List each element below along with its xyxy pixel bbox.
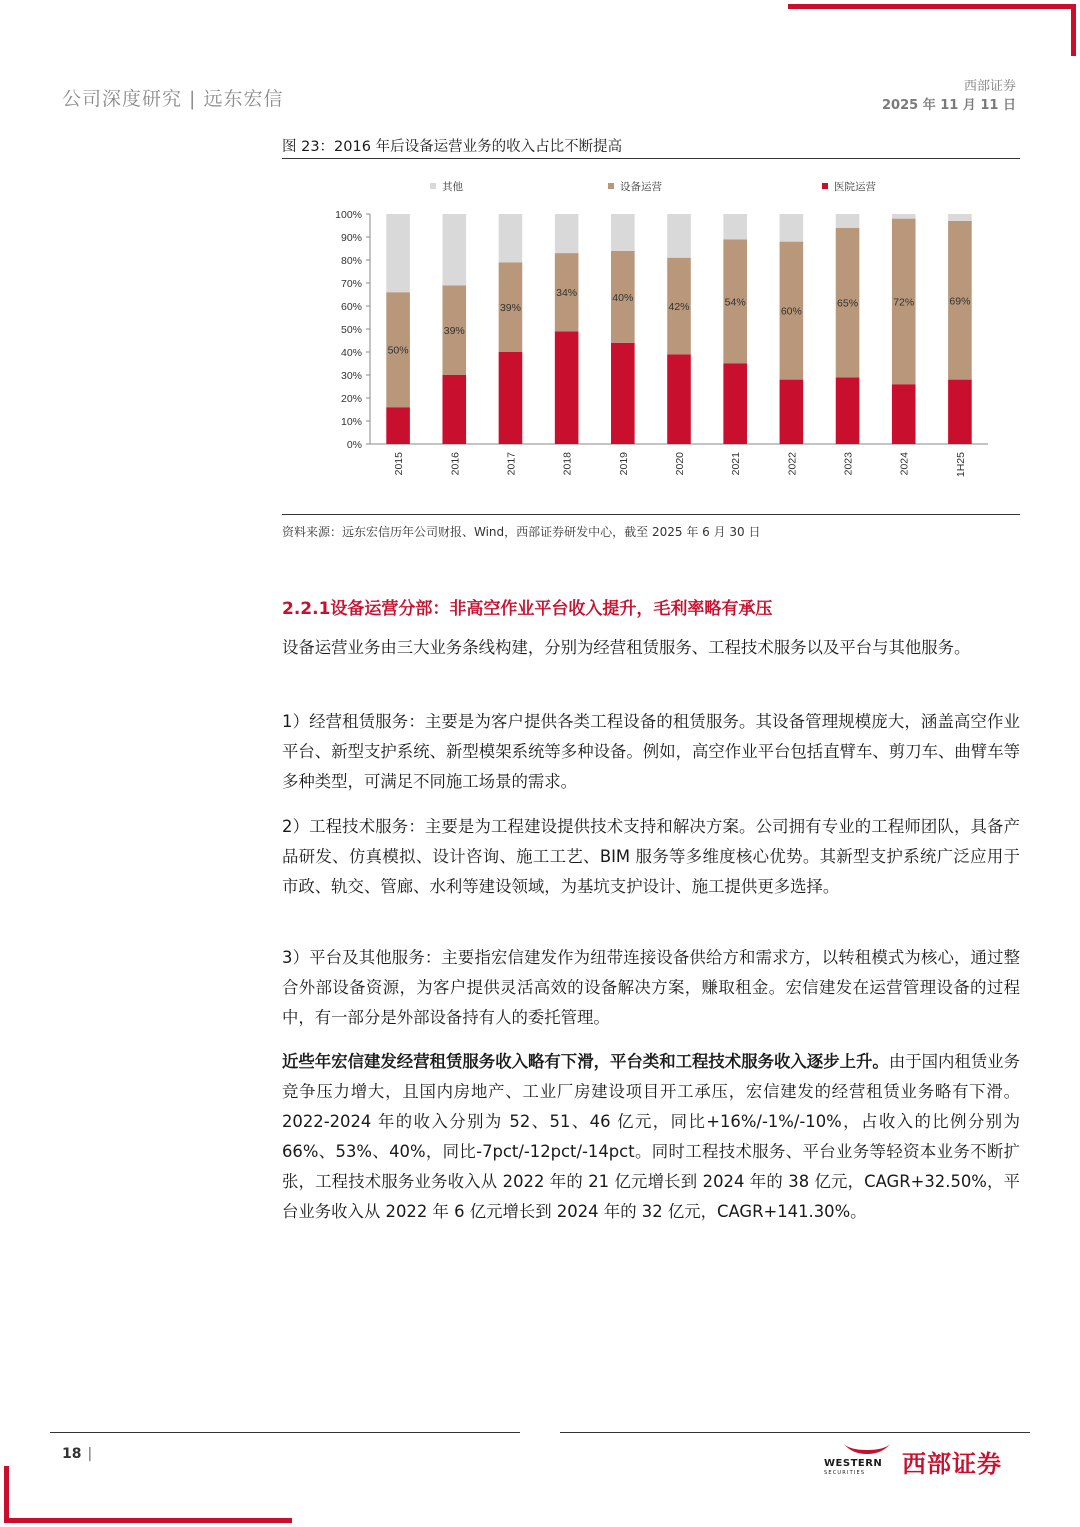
data-label: 54% xyxy=(724,296,746,309)
x-tick-label: 2024 xyxy=(898,452,911,476)
x-tick-label: 2015 xyxy=(393,452,406,476)
x-tick-label: 2023 xyxy=(842,452,855,476)
x-tick-label: 2019 xyxy=(617,452,630,476)
legend-swatch xyxy=(822,183,828,189)
data-label: 42% xyxy=(668,301,690,313)
legend-label: 其他 xyxy=(442,181,463,193)
y-tick-label: 80% xyxy=(340,255,362,267)
y-tick-label: 50% xyxy=(340,324,362,336)
footer-rule-left xyxy=(50,1432,520,1433)
x-tick-label: 1H25 xyxy=(954,452,967,478)
western-securities-logo xyxy=(824,1442,1020,1476)
paragraph-trend-body: 由于国内租赁业务竞争压力增大，且国内房地产、工业厂房建设项目开工承压，宏信建发的经营租赁业务略有下滑。2022-2024 年的收入分别为 52、51、46 亿元，同比+16%/-1%/-10%，占收入的比例分别为 66%、53%、40%，同比-7pct/-12pct/-14pct。同时工程技术服务、平台业务等轻资本业务不断扩张，工程技术服务业务收入从 2022 年的 21 亿元增长到 2024 年的 38 亿元，CAGR+32.50%，平台业务收入从 2022 年 6 亿元增长到 2024 年的 32 亿元，CAGR+141.30%。 xyxy=(282,1052,1021,1221)
data-label: 34% xyxy=(556,287,578,300)
bar-segment xyxy=(386,407,410,444)
y-tick-label: 100% xyxy=(335,209,362,221)
legend-label: 医院运营 xyxy=(834,181,876,193)
logo-english: WESTERN xyxy=(824,1458,883,1469)
corner-decoration-bottom-vertical xyxy=(4,1466,9,1523)
legend-swatch xyxy=(608,183,614,189)
bar-segment xyxy=(948,214,972,221)
bar-segment xyxy=(948,380,972,444)
paragraph-intro: 设备运营业务由三大业务条线构建，分别为经营租赁服务、工程技术服务以及平台与其他服务。 xyxy=(282,638,971,657)
figure-bottom-rule xyxy=(282,514,1020,515)
figure-source: 资料来源：远东宏信历年公司财报、Wind，西部证券研发中心，截至 2025 年 6 月 30 日 xyxy=(282,525,761,539)
bar-segment xyxy=(499,352,523,444)
bar-segment xyxy=(780,380,804,444)
page-number xyxy=(62,1446,92,1462)
page-number-value: 18 xyxy=(62,1446,82,1462)
bar-segment xyxy=(892,214,916,219)
y-tick-label: 40% xyxy=(340,347,362,359)
footer-rule-right xyxy=(560,1432,1030,1433)
paragraph-engineering: 2）工程技术服务：主要是为工程建设提供技术支持和解决方案。公司拥有专业的工程师团队，具备产品研发、仿真模拟、设计咨询、施工工艺、BIM 服务等多维度核心优势。其新型支护系统广泛应用于市政、轨交、管廊、水利等建设领域，为基坑支护设计、施工提供更多选择。 xyxy=(282,817,1020,896)
bar-segment xyxy=(667,354,691,444)
bull-horns-icon xyxy=(842,1442,892,1458)
data-label: 72% xyxy=(893,296,915,309)
y-tick-label: 60% xyxy=(340,301,362,313)
data-label: 50% xyxy=(387,344,409,357)
logo-english-sub: SECURITIES xyxy=(824,1470,866,1476)
x-tick-label: 2018 xyxy=(561,452,574,476)
chart-canvas xyxy=(282,166,1020,506)
y-tick-label: 70% xyxy=(340,278,362,290)
bar-segment xyxy=(667,214,691,258)
corner-decoration-bottom xyxy=(4,1518,292,1523)
y-tick-label: 90% xyxy=(340,232,362,244)
bar-segment xyxy=(442,375,466,444)
bar-segment xyxy=(836,214,860,228)
bar-segment xyxy=(892,384,916,444)
figure-title: 图 23：2016 年后设备运营业务的收入占比不断提高 xyxy=(282,139,623,155)
x-tick-label: 2016 xyxy=(449,452,462,476)
paragraph-trend xyxy=(282,1047,1020,1227)
data-label: 39% xyxy=(443,325,465,338)
bar-segment xyxy=(723,364,747,445)
bar-segment xyxy=(499,214,523,262)
bar-segment xyxy=(836,377,860,444)
x-tick-label: 2021 xyxy=(730,452,743,476)
header-broker: 西部证券 xyxy=(963,79,1016,94)
y-tick-label: 0% xyxy=(346,439,362,451)
bar-segment xyxy=(442,214,466,285)
paragraph-platform: 3）平台及其他服务：主要指宏信建发作为纽带连接设备供给方和需求方，以转租模式为核心，通过整合外部设备资源，为客户提供灵活高效的设备解决方案，赚取租金。宏信建发在运营管理设备的过程中，有一部分是外部设备持有人的委托管理。 xyxy=(282,948,1020,1027)
data-label: 40% xyxy=(612,291,634,304)
bar-segment xyxy=(611,214,635,251)
logo-chinese: 西部证券 xyxy=(902,1450,1002,1478)
section-heading: 2.2.1设备运营分部：非高空作业平台收入提升，毛利率略有承压 xyxy=(282,599,773,619)
stacked-bar-chart xyxy=(282,166,1020,506)
paragraph-trend-lead: 近些年宏信建发经营租赁服务收入略有下滑，平台类和工程技术服务收入逐步上升。 xyxy=(282,1052,889,1071)
data-label: 60% xyxy=(780,305,802,318)
y-tick-label: 20% xyxy=(340,393,362,405)
x-tick-label: 2017 xyxy=(505,452,518,476)
header-report-type: 公司深度研究 | 远东宏信 xyxy=(62,88,284,110)
header-date: 2025 年 11 月 11 日 xyxy=(882,98,1016,113)
bar-segment xyxy=(723,214,747,239)
bar-segment xyxy=(555,331,579,444)
paragraph-leasing: 1）经营租赁服务：主要是为客户提供各类工程设备的租赁服务。其设备管理规模庞大，涵盖高空作业平台、新型支护系统、新型模架系统等多种设备。例如，高空作业平台包括直臂车、剪刀车、曲臂车等多种类型，可满足不同施工场景的需求。 xyxy=(282,712,1020,791)
x-tick-label: 2022 xyxy=(786,452,799,476)
x-tick-label: 2020 xyxy=(674,452,686,476)
page-number-separator: | xyxy=(87,1446,93,1462)
data-label: 69% xyxy=(949,295,971,308)
data-label: 65% xyxy=(837,297,859,310)
y-tick-label: 10% xyxy=(340,416,362,428)
corner-decoration-top xyxy=(788,4,1076,9)
bar-segment xyxy=(611,343,635,444)
bar-segment xyxy=(555,214,579,253)
legend-label: 设备运营 xyxy=(620,181,662,193)
figure-top-rule xyxy=(282,158,1020,159)
bar-segment xyxy=(386,214,410,292)
corner-decoration-top-vertical xyxy=(1071,4,1076,56)
data-label: 39% xyxy=(499,302,521,315)
y-tick-label: 30% xyxy=(340,370,362,382)
bar-segment xyxy=(780,214,804,242)
legend-swatch xyxy=(430,183,436,189)
